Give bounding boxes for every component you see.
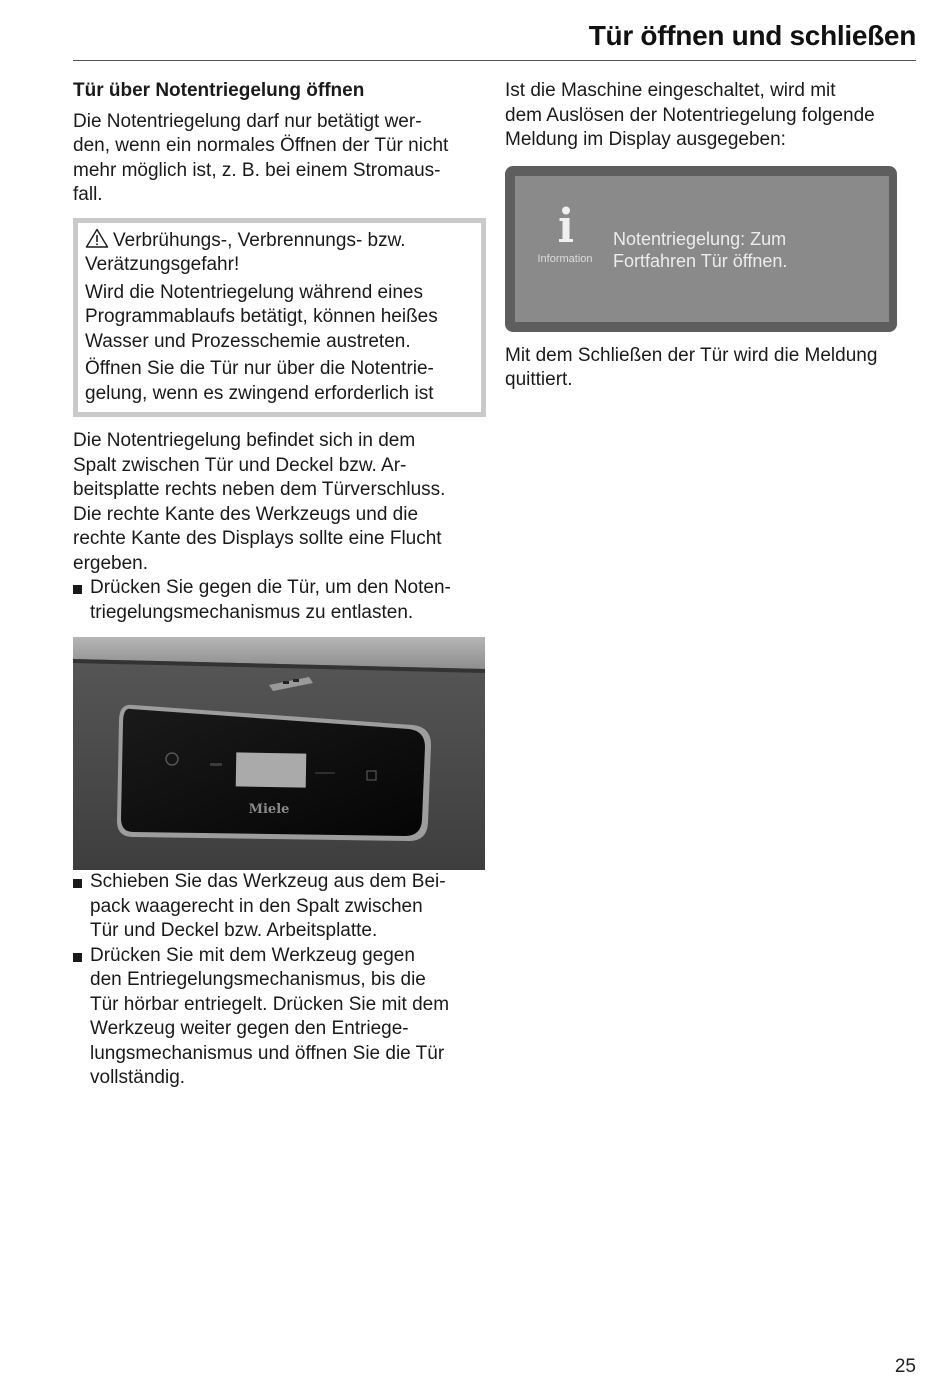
bullet-square-icon xyxy=(73,585,82,594)
info-icon xyxy=(558,206,574,246)
bullet-square-icon xyxy=(73,953,82,962)
warning-box xyxy=(73,218,486,418)
bullet-square-icon xyxy=(73,879,82,888)
warning-title: Verbrühungs-, Verbrennungs- bzw. Verätzungsgefahr! xyxy=(85,229,406,275)
display-message: Notentriegelung: Zum Fortfahren Tür öffnen. xyxy=(613,228,788,271)
page-number: 25 xyxy=(894,1356,916,1377)
location-paragraph: Die Notentriegelung befindet sich in dem Spalt zwischen Tür und Deckel bzw. Ar- beitsplatte rechts neben dem Türverschluss. Die rechte Kante des Werkzeugs und die rechte Kante des Displays sollte eine Flucht ergeben. xyxy=(73,430,446,574)
step-press-door: Drücken Sie gegen die Tür, um den Noten- triegelungsmechanismus zu entlasten. xyxy=(73,576,486,625)
left-column xyxy=(73,79,486,1091)
warning-body-2: Öffnen Sie die Tür nur über die Notentrie- gelung, wenn es zwingend erforderlich ist xyxy=(85,358,434,404)
brand-logo: Miele xyxy=(248,802,290,817)
display-outro: Mit dem Schließen der Tür wird die Meldung quittiert. xyxy=(505,344,878,390)
intro-paragraph: Die Notentriegelung darf nur betätigt wer- den, wenn ein normales Öffnen der Tür nicht mehr möglich ist, z. B. bei einem Stromaus- fall. xyxy=(73,110,449,205)
control-panel-illustration xyxy=(73,637,485,870)
step-release-door: Drücken Sie mit dem Werkzeug gegen den Entriegelungsmechanismus, bis die Tür hörbar entriegelt. Drücken Sie mit dem Werkzeug weiter gegen den Entriege- lungsmechanismus und öffnen Sie die Tür vollständig. xyxy=(73,944,486,1091)
right-column xyxy=(505,79,917,393)
warning-triangle-icon xyxy=(85,228,109,248)
display-screen xyxy=(505,166,897,332)
step-insert-tool: Schieben Sie das Werkzeug aus dem Bei- pack waagerecht in den Spalt zwischen Tür und Deckel bzw. Arbeitsplatte. xyxy=(73,870,486,944)
info-label: Information xyxy=(537,252,593,265)
section-heading: Tür über Notentriegelung öffnen xyxy=(73,80,365,101)
header-rule xyxy=(73,60,916,61)
control-panel-photo xyxy=(73,637,485,870)
page-title: Tür öffnen und schließen xyxy=(588,20,916,51)
display-inner xyxy=(515,176,889,322)
warning-body-1: Wird die Notentriegelung während eines Programmablaufs betätigt, können heißes Wasser und Prozesschemie austreten. xyxy=(85,281,438,352)
display-intro: Ist die Maschine eingeschaltet, wird mit dem Auslösen der Notentriegelung folgende Meldung im Display ausgegeben: xyxy=(505,80,875,150)
